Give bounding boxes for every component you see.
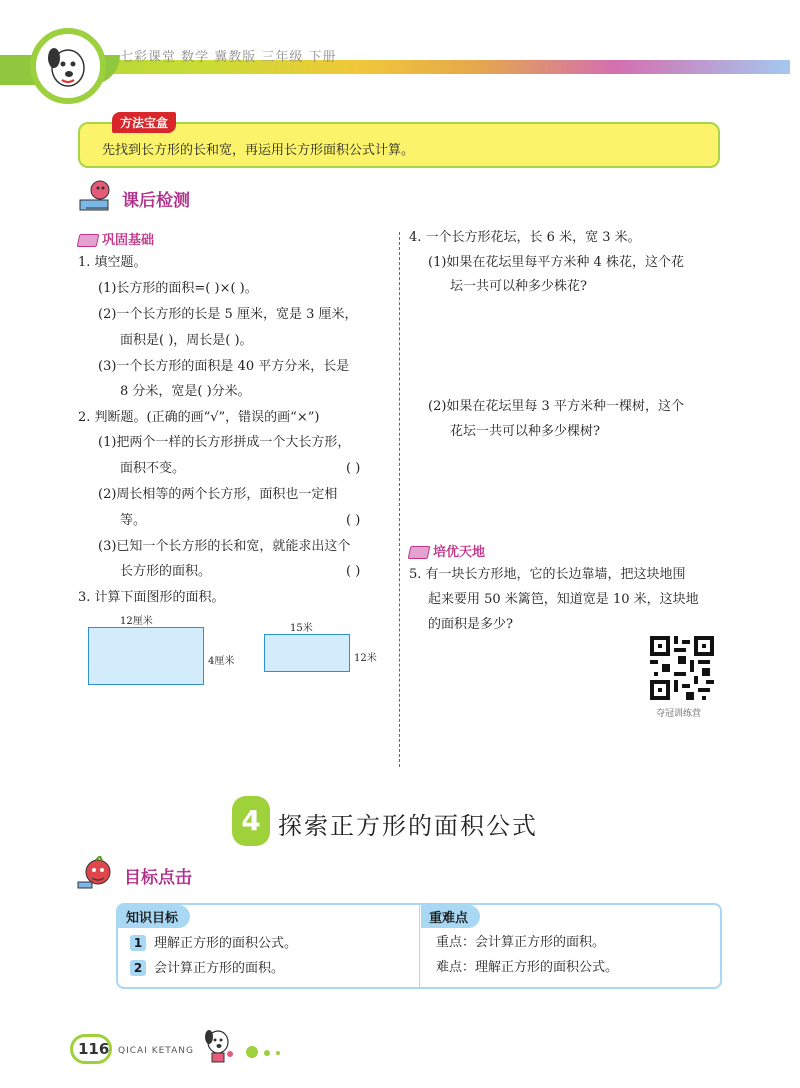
column-divider [399, 232, 400, 767]
knowledge-item [130, 960, 284, 976]
header-title: 七彩课堂 数学 冀教版 三年级 下册 [120, 50, 337, 65]
lesson-number: 4 [232, 796, 270, 846]
rectangle-figure-2 [264, 634, 350, 672]
consolidate-heading [78, 229, 154, 248]
rect2-width-label: 12米 [354, 653, 377, 664]
excellence-heading [409, 541, 485, 560]
goal-mascot-icon [76, 856, 116, 894]
qr-code-icon[interactable] [650, 636, 714, 700]
book-icon [77, 234, 100, 247]
q1-a: (1)长方形的面积=( )×( )。 [98, 281, 258, 296]
q2-c1: (3)已知一个长方形的长和宽，就能求出这个 [98, 539, 351, 554]
q2-c-answer[interactable]: ( ) [346, 564, 361, 579]
method-tag: 方法宝盒 [112, 112, 176, 133]
qr-caption: 夺冠训练营 [656, 709, 702, 719]
knowledge-item [130, 935, 297, 951]
knowledge-tag: 知识目标 [118, 905, 190, 928]
rectangle-figure-1 [88, 627, 204, 685]
q3-title: 3. 计算下面图形的面积。 [78, 590, 225, 605]
item-number-badge: 2 [130, 960, 146, 976]
book-icon [408, 546, 431, 559]
q4-b2: 花坛一共可以种多少棵树? [450, 424, 600, 439]
q4-title: 4. 一个长方形花坛，长 6 米，宽 3 米。 [409, 230, 641, 245]
q5-line3: 的面积是多少? [428, 617, 513, 632]
q2-b2: 等。 [120, 513, 147, 528]
goals-title: 目标点击 [124, 868, 192, 888]
q2-a1: (1)把两个一样的长方形拼成一个大长方形， [98, 435, 351, 450]
key-point: 重点：会计算正方形的面积。 [436, 935, 606, 950]
q2-a-answer[interactable]: ( ) [346, 461, 361, 476]
after-class-title: 课后检测 [122, 191, 190, 211]
q4-a1: (1)如果在花坛里每平方米种 4 株花，这个花 [428, 255, 684, 270]
keypoints-tag: 重难点 [421, 905, 480, 928]
q5-line1: 5. 有一块长方形地，它的长边靠墙，把这块地围 [409, 567, 686, 582]
lesson-title: 探索正方形的面积公式 [278, 812, 538, 840]
knowledge-item-text: 会计算正方形的面积。 [154, 961, 285, 976]
difficult-point: 难点：理解正方形的面积公式。 [436, 960, 619, 975]
q2-b-answer[interactable]: ( ) [346, 513, 361, 528]
rect1-length-label: 12厘米 [120, 616, 153, 627]
page-number: 116 [78, 1040, 110, 1058]
rect2-length-label: 15米 [290, 623, 313, 634]
q1-c1: (3)一个长方形的面积是 40 平方分米，长是 [98, 359, 350, 374]
rect1-width-label: 4厘米 [208, 656, 235, 667]
q4-b1: (2)如果在花坛里每 3 平方米种一棵树，这个 [428, 399, 684, 414]
q1-b2: 面积是( )，周长是( )。 [120, 333, 253, 348]
footer-dot [246, 1046, 258, 1058]
q4-a2: 坛一共可以种多少株花? [450, 279, 587, 294]
excellence-title: 培优天地 [433, 545, 486, 560]
goals-table-divider [419, 905, 420, 987]
knowledge-item-text: 理解正方形的面积公式。 [154, 936, 298, 951]
q1-b1: (2)一个长方形的长是 5 厘米，宽是 3 厘米， [98, 307, 358, 322]
q2-a2: 面积不变。 [120, 461, 186, 476]
footer-brand: QICAI KETANG [118, 1046, 194, 1056]
footer-mascot-icon [198, 1026, 238, 1070]
q2-c2: 长方形的面积。 [120, 564, 212, 579]
consolidate-title: 巩固基础 [102, 233, 155, 248]
q1-c2: 8 分米，宽是( )分米。 [120, 384, 251, 399]
q5-line2: 起来要用 50 米篱笆，知道宽是 10 米，这块地 [428, 592, 699, 607]
mascot-logo-icon [30, 28, 106, 104]
item-number-badge: 1 [130, 935, 146, 951]
q2-title: 2. 判断题。(正确的画“√”，错误的画“×”) [78, 410, 320, 425]
method-text: 先找到长方形的长和宽，再运用长方形面积公式计算。 [102, 143, 415, 158]
q1-title: 1. 填空题。 [78, 255, 147, 270]
footer-dot [264, 1050, 270, 1056]
reading-mascot-icon [78, 178, 118, 218]
footer-dot [276, 1051, 280, 1055]
q2-b1: (2)周长相等的两个长方形，面积也一定相 [98, 487, 338, 502]
